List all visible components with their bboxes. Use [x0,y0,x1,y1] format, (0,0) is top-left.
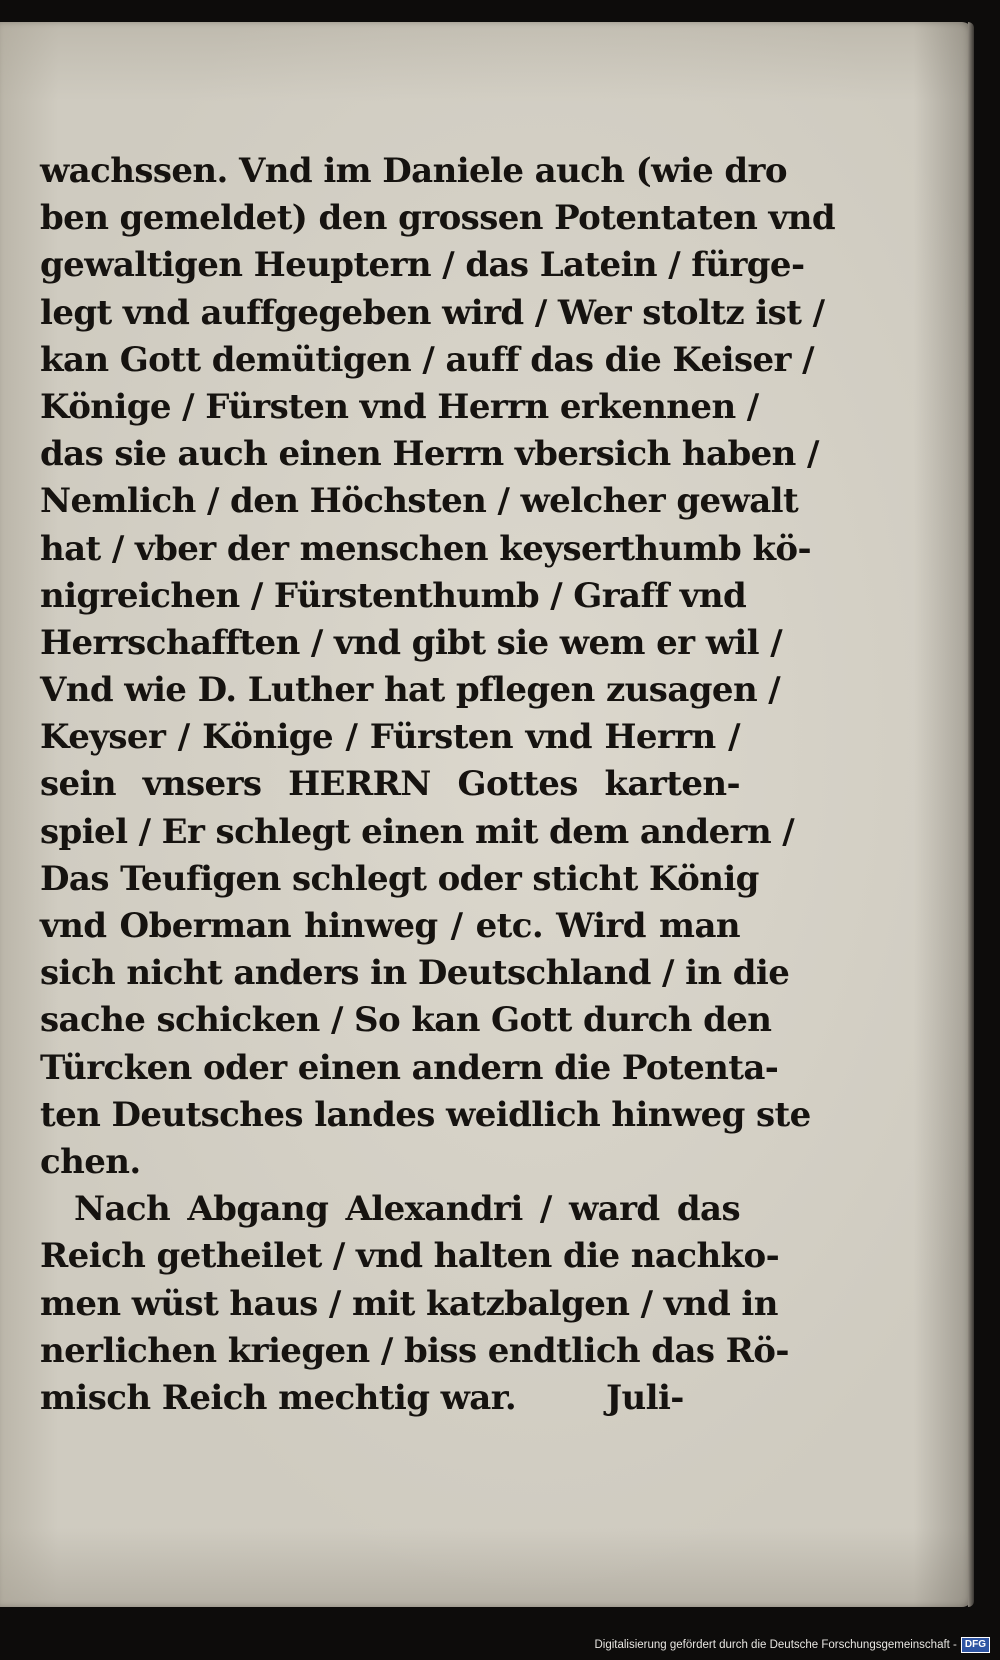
text-line: Nemlich / den Höchsten / welcher gewalt [40,481,799,522]
text-line: sich nicht anders in Deutschland / in die [40,953,790,994]
text-line: gewaltigen Heuptern / das Latein / fürge- [40,245,805,286]
text-line: hat / vber der menschen keyserthumb kö- [40,528,812,569]
text-line: Türcken oder einen andern die Potenta- [40,1047,779,1088]
text-line: spiel / Er schlegt einen mit dem andern / [40,811,795,852]
dfg-logo: DFG [961,1637,990,1653]
text-line: chen. [40,1141,141,1182]
text-line: nigreichen / Fürstenthumb / Graff vnd [40,575,747,616]
text-line: ben gemeldet) den grossen Potentaten vnd [40,198,835,239]
text-line: Herrschafften / vnd gibt sie wem er wil / [40,622,783,663]
text-line: das sie auch einen Herrn vbersich haben / [40,434,819,475]
text-line: Könige / Fürsten vnd Herrn erkennen / [40,386,759,427]
text-line: wachssen. Vnd im Daniele auch (wie dro [40,151,787,191]
text-line: legt vnd auffgegeben wird / Wer stoltz ist / [40,292,825,333]
text-line: vnd Oberman hinweg / etc. Wird man [40,906,740,946]
text-line: misch Reich mechtig war. Juli- [40,1377,684,1418]
credit-text: Digitalisierung gefördert durch die Deutsche Forschungsgemeinschaft - [594,1639,957,1651]
text-line: Reich getheilet / vnd halten die nachko- [40,1236,780,1277]
text-line: Vnd wie D. Luther hat pflegen zusagen / [40,670,781,711]
text-line: sein vnsers HERRN Gottes karten- [40,764,740,805]
text-line: Nach Abgang Alexandri / ward das [74,1189,740,1230]
text-line: Das Teufigen schlegt oder sticht König [40,858,759,899]
page-text [40,148,835,1422]
text-line: ten Deutsches landes weidlich hinweg ste [40,1094,811,1135]
text-line: sache schicken / So kan Gott durch den [40,1000,772,1041]
page-edge [968,22,974,1607]
text-line: nerlichen kriegen / biss endtlich das Rö- [40,1330,789,1371]
digitization-credit [594,1636,990,1654]
text-line: Keyser / Könige / Fürsten vnd Herrn / [40,717,740,758]
text-line: kan Gott demütigen / auff das die Keiser / [40,339,814,380]
text-line: men wüst haus / mit katzbalgen / vnd in [40,1283,778,1324]
